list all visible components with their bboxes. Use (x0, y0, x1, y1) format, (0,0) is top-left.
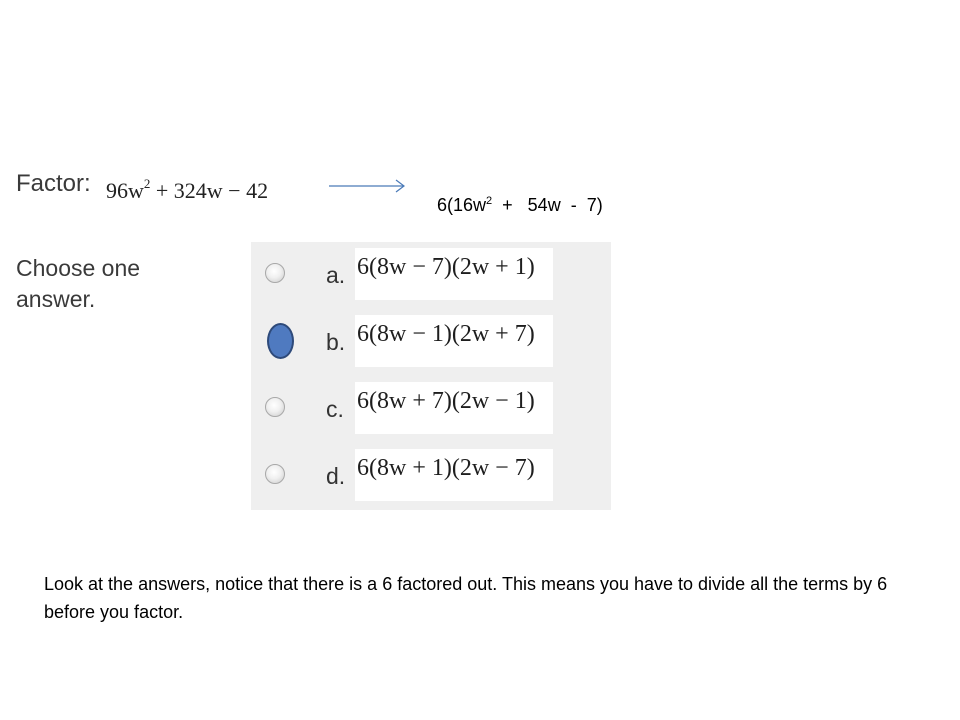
option-row-c[interactable] (251, 376, 611, 443)
answer-box (355, 248, 553, 300)
arrow-icon (328, 177, 410, 195)
answer-box (355, 449, 553, 501)
radio-button-c[interactable] (265, 397, 285, 417)
option-answer: 6(8w − 7)(2w + 1) (357, 254, 535, 280)
radio-button-b-selected[interactable] (267, 323, 294, 359)
option-letter: a. (326, 262, 346, 288)
question-expression (106, 176, 268, 204)
expression-exponent: 2 (143, 176, 151, 191)
expression-term-rest: + 324w − 42 (155, 178, 269, 203)
radio-button-d[interactable] (265, 464, 285, 484)
answer-box (355, 315, 553, 367)
answer-options (251, 242, 611, 510)
option-row-a[interactable] (251, 242, 611, 309)
factor-label: Factor: (16, 170, 91, 197)
option-answer: 6(8w + 7)(2w − 1) (357, 388, 535, 414)
rewritten-exponent: 2 (486, 195, 493, 207)
rewritten-rest: + 54w - 7) (492, 195, 603, 215)
option-letter: d. (326, 463, 346, 489)
option-letter: b. (326, 329, 346, 355)
option-answer: 6(8w − 1)(2w + 7) (357, 321, 535, 347)
rewritten-expression (437, 195, 603, 216)
option-row-b[interactable] (251, 309, 611, 376)
option-row-d[interactable] (251, 443, 611, 510)
option-answer: 6(8w + 1)(2w − 7) (357, 455, 535, 481)
choose-label: Choose one answer. (16, 255, 141, 312)
rewritten-prefix: 6(16w (437, 195, 487, 215)
option-letter: c. (326, 396, 344, 422)
answer-box (355, 382, 553, 434)
radio-button-a[interactable] (265, 263, 285, 283)
expression-term-coefficient: 96w (106, 178, 144, 203)
explanation-note: Look at the answers, notice that there is a 6 factored out. This means you have to divide all the terms by 6 before you factor. (44, 574, 888, 622)
